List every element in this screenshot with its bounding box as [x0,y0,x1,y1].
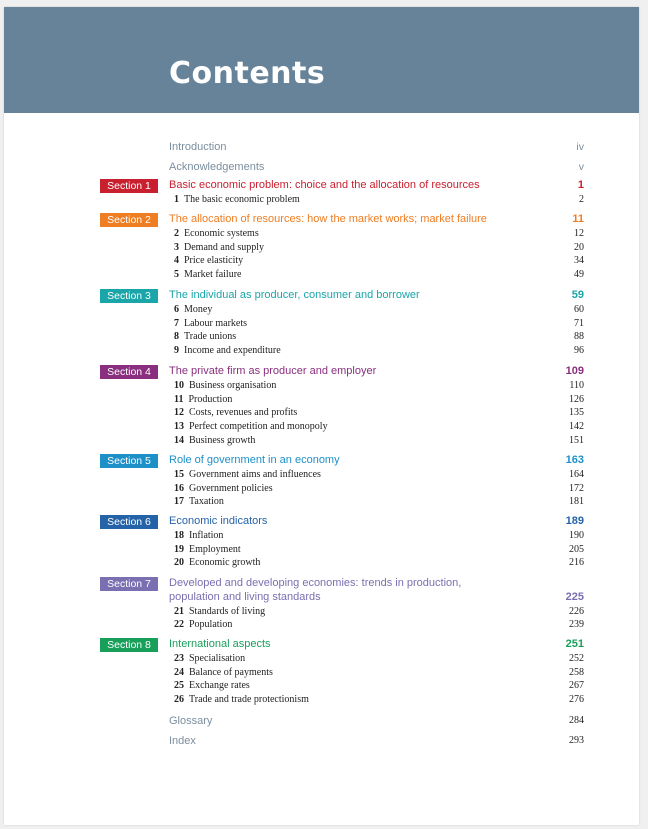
chapter-number: 1 [174,194,179,205]
contents-page [4,7,639,825]
chapter-page-number: 267 [569,680,584,692]
page-title: Contents [169,56,326,91]
chapter-entry[interactable] [174,193,300,207]
chapter-page-number: 34 [574,255,584,267]
chapter-title: Inflation [189,530,224,541]
chapter-entry[interactable] [174,406,297,420]
chapter-title: Trade and trade protectionism [189,694,309,706]
chapter-entry[interactable] [174,666,273,680]
chapter-entry[interactable] [174,420,328,434]
chapter-number: 15 [174,469,184,480]
front-matter-page: v [578,161,584,173]
section-page-number: 59 [571,289,584,301]
chapter-number: 11 [174,393,184,405]
section-page-number: 109 [565,365,584,377]
chapter-number: 21 [174,605,184,617]
chapter-title: Trade unions [184,331,237,343]
section-title[interactable]: The allocation of resources: how the market works; market failure [169,213,487,225]
chapter-page-number: 88 [574,331,584,343]
chapter-page-number: 258 [569,666,584,678]
chapter-entry[interactable] [174,268,241,282]
chapter-number: 26 [174,694,184,706]
chapter-entry[interactable] [174,468,321,482]
section-badge: Section 7 [100,577,158,591]
chapter-page-number: 142 [569,421,584,433]
section-badge: Section 8 [100,638,158,652]
chapter-title: Costs, revenues and profits [189,407,298,419]
chapter-number: 10 [174,380,184,391]
chapter-page-number: 71 [574,317,584,329]
chapter-page-number: 239 [569,619,584,631]
chapter-page-number: 60 [574,304,584,315]
chapter-title: Market failure [184,269,242,281]
chapter-page-number: 12 [574,228,584,239]
section-badge: Section 5 [100,454,158,468]
section-title[interactable]: Economic indicators [169,515,268,527]
chapter-number: 22 [174,619,184,631]
chapter-title: Specialisation [189,653,246,664]
section-badge: Section 3 [100,289,158,303]
chapter-number: 2 [174,228,179,239]
chapter-page-number: 20 [574,241,584,253]
chapter-number: 6 [174,304,179,315]
chapter-page-number: 135 [569,407,584,419]
chapter-number: 18 [174,530,184,541]
chapter-entry[interactable] [174,393,232,407]
chapter-number: 20 [174,557,184,569]
chapter-number: 7 [174,317,179,329]
chapter-entry[interactable] [174,693,309,707]
chapter-title: Price elasticity [184,255,244,267]
section-title[interactable]: Basic economic problem: choice and the allocation of resources [169,179,480,191]
section-page-number: 1 [577,179,584,191]
chapter-title: Government policies [189,482,273,494]
chapter-entry[interactable] [174,679,250,693]
chapter-page-number: 205 [569,543,584,555]
section-badge: Section 6 [100,515,158,529]
chapter-title: Production [188,393,233,405]
chapter-page-number: 96 [574,345,584,357]
chapter-number: 16 [174,482,184,494]
chapter-entry[interactable] [174,434,255,448]
section-page-number: 251 [565,638,584,650]
chapter-title: Economic systems [184,228,259,239]
chapter-entry[interactable] [174,556,260,570]
front-matter-page: iv [576,141,584,153]
chapter-number: 23 [174,653,184,664]
section-title[interactable]: The individual as producer, consumer and borrower [169,289,420,301]
section-page-number: 189 [565,515,584,527]
chapter-entry[interactable] [174,529,223,543]
chapter-title: Taxation [189,496,224,508]
header-banner [4,7,639,113]
chapter-title: The basic economic problem [184,194,300,205]
section-title[interactable]: Role of government in an economy [169,454,340,466]
chapter-entry[interactable] [174,605,265,619]
section-title[interactable]: International aspects [169,638,271,650]
chapter-page-number: 190 [569,530,584,541]
section-badge: Section 1 [100,179,158,193]
chapter-entry[interactable] [174,495,224,509]
chapter-entry[interactable] [174,618,232,632]
chapter-title: Exchange rates [189,680,250,692]
chapter-number: 8 [174,331,179,343]
chapter-entry[interactable] [174,344,281,358]
chapter-page-number: 110 [569,380,584,391]
chapter-page-number: 252 [569,653,584,664]
chapter-number: 25 [174,680,184,692]
chapter-entry[interactable] [174,303,212,317]
back-matter-page: 284 [569,715,584,726]
chapter-title: Employment [189,543,241,555]
chapter-number: 19 [174,543,184,555]
section-page-number: 225 [565,590,584,603]
chapter-entry[interactable] [174,317,247,331]
front-matter-label: Acknowledgements [169,161,265,173]
chapter-number: 17 [174,496,184,508]
section-title[interactable]: The private firm as producer and employer [169,365,377,377]
chapter-entry[interactable] [174,330,236,344]
chapter-title: Government aims and influences [189,469,321,480]
chapter-page-number: 151 [569,434,584,446]
section-page-number: 11 [572,213,584,225]
chapter-title: Business organisation [189,380,277,391]
chapter-number: 12 [174,407,184,419]
chapter-entry[interactable] [174,254,243,268]
section-badge: Section 4 [100,365,158,379]
chapter-entry[interactable] [174,652,245,666]
chapter-page-number: 49 [574,269,584,281]
chapter-page-number: 181 [569,496,584,508]
chapter-page-number: 126 [569,393,584,405]
front-matter-label: Introduction [169,141,227,153]
section-page-number: 163 [565,454,584,466]
chapter-page-number: 276 [569,694,584,706]
chapter-title: Business growth [189,434,256,446]
chapter-title: Money [184,304,213,315]
chapter-entry[interactable] [174,543,241,557]
back-matter-label: Index [169,735,196,747]
chapter-title: Demand and supply [184,241,264,253]
chapter-entry[interactable] [174,241,264,255]
chapter-page-number: 164 [569,469,584,480]
chapter-number: 24 [174,666,184,678]
chapter-page-number: 172 [569,482,584,494]
back-matter-page: 293 [569,735,584,746]
chapter-title: Economic growth [189,557,261,569]
section-badge: Section 2 [100,213,158,227]
section-title[interactable]: Developed and developing economies: trends in production, population and living standards [169,577,462,603]
chapter-page-number: 226 [569,605,584,617]
chapter-page-number: 216 [569,557,584,569]
chapter-title: Perfect competition and monopoly [189,421,328,433]
chapter-title: Income and expenditure [184,345,281,357]
chapter-number: 5 [174,269,179,281]
chapter-page-number: 2 [579,194,584,205]
back-matter-label: Glossary [169,715,213,727]
chapter-entry[interactable] [174,379,276,393]
chapter-number: 14 [174,434,184,446]
chapter-title: Standards of living [189,605,266,617]
chapter-number: 3 [174,241,179,253]
chapter-title: Labour markets [184,317,248,329]
chapter-entry[interactable] [174,482,273,496]
chapter-title: Balance of payments [189,666,273,678]
chapter-number: 4 [174,255,179,267]
chapter-number: 13 [174,421,184,433]
chapter-entry[interactable] [174,227,259,241]
chapter-title: Population [189,619,233,631]
chapter-number: 9 [174,345,179,357]
